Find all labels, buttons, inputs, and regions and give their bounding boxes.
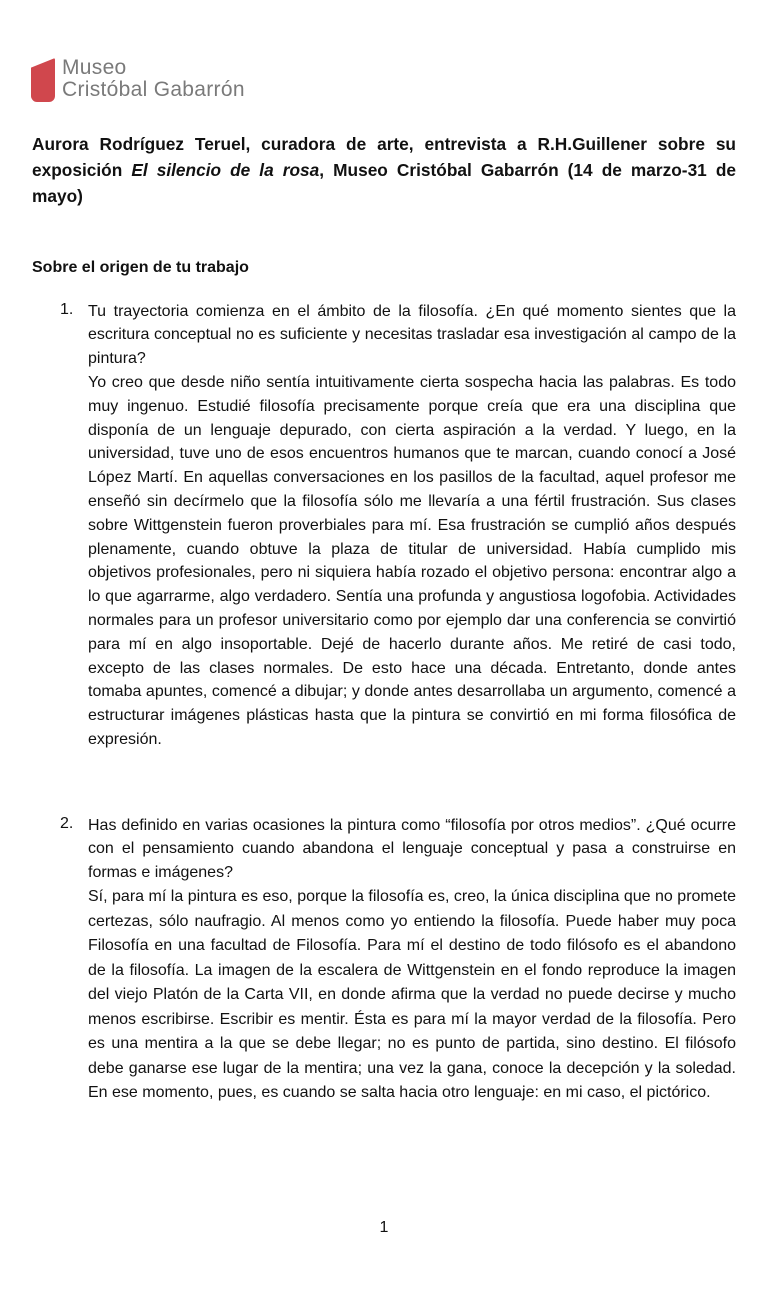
title-part2: , Museo Cristóbal Gabarrón (14 de marzo-31 de mayo)	[32, 160, 737, 206]
logo-text	[62, 57, 245, 101]
page-number: 1	[379, 1219, 389, 1236]
item-number: 2.	[60, 815, 74, 832]
answer: Sí, para mí la pintura es eso, porque la filosofía es, creo, la única disciplina que no promete certezas, sólo naufragio. Al menos como yo entiendo la filosofía. Puede haber muy poca Filosofía en una facultad de Filosofía. Para mí el destino de todo filósofo es el abandono de la filosofía. La imagen de la escalera de Wittgenstein en el fondo reproduce la imagen del viejo Platón de la Carta VII, en donde afirma que la verdad no puede decirse y mucho menos escribirse. Escribir es mentir. Ésta es para mí la mayor verdad de la filosofía. Pero es una mentira a la que se debe llegar; no es punto de partida, sino destino. El filósofo debe ganarse ese lugar de la mentira; una vez la gana, conoce la decepción y la soledad. En ese momento, pues, es cuando se salta hacia otro lenguaje: en mi caso, el pictórico.	[88, 888, 736, 1101]
answer: Yo creo que desde niño sentía intuitivamente cierta sospecha hacia las palabras. Es todo muy ingenuo. Estudié filosofía precisamente porque creía que era una disciplina que disponía de un lenguaje depurado, con cierta aspiración a la verdad. Y luego, en la universidad, tuve uno de esos encuentros humanos que te marcan, cuando conocí a José López Martí. En aquellas conversaciones en los pasillos de la facultad, aquel profesor me enseñó sin decírmelo que la filosofía sólo me llevaría a una fértil frustración. Sus clases sobre Wittgenstein fueron proverbiales para mí. Esa frustración se cumplió años después plenamente, cuando obtuve la plaza de titular de universidad. Había cumplido mis objetivos profesionales, pero ni siquiera había rozado el objetivo persona: encontrar algo a lo que agarrarme, algo verdadero. Sentía una profunda y angustiosa logofobia. Actividades normales para un profesor universitario como por ejemplo dar una conferencia se convirtió para mí en algo insoportable. Dejé de hacerlo durante años. Me retiré de casi todo, excepto de las clases normales. De esto hace una década. Entretanto, donde antes tomaba apuntes, comencé a dibujar; y donde antes desarrollaba un argumento, comencé a estructurar imágenes plásticas hasta que la pintura se convirtió en mi forma filosófica de expresión.	[88, 374, 736, 748]
logo-mark-icon	[31, 58, 55, 102]
title-exhibition: El silencio de la rosa	[131, 160, 320, 180]
question: Has definido en varias ocasiones la pintura como “filosofía por otros medios”. ¿Qué ocurre con el pensamiento cuando abandona el lenguaje conceptual y pasa a construirse en formas e imágenes?	[88, 817, 736, 881]
question: Tu trayectoria comienza en el ámbito de la filosofía. ¿En qué momento sientes que la escritura conceptual no es suficiente y necesitas trasladar esa investigación al campo de la pintura?	[88, 303, 736, 367]
logo-line2: Cristóbal Gabarrón	[62, 78, 245, 101]
document-title	[32, 131, 736, 209]
title-part1: Aurora Rodríguez Teruel, curadora de arte, entrevista a R.H.Guillener sobre su exposición	[32, 134, 736, 180]
section-heading: Sobre el origen de tu trabajo	[32, 259, 249, 276]
logo-line1: Museo	[62, 56, 127, 79]
item-number: 1.	[60, 301, 74, 318]
